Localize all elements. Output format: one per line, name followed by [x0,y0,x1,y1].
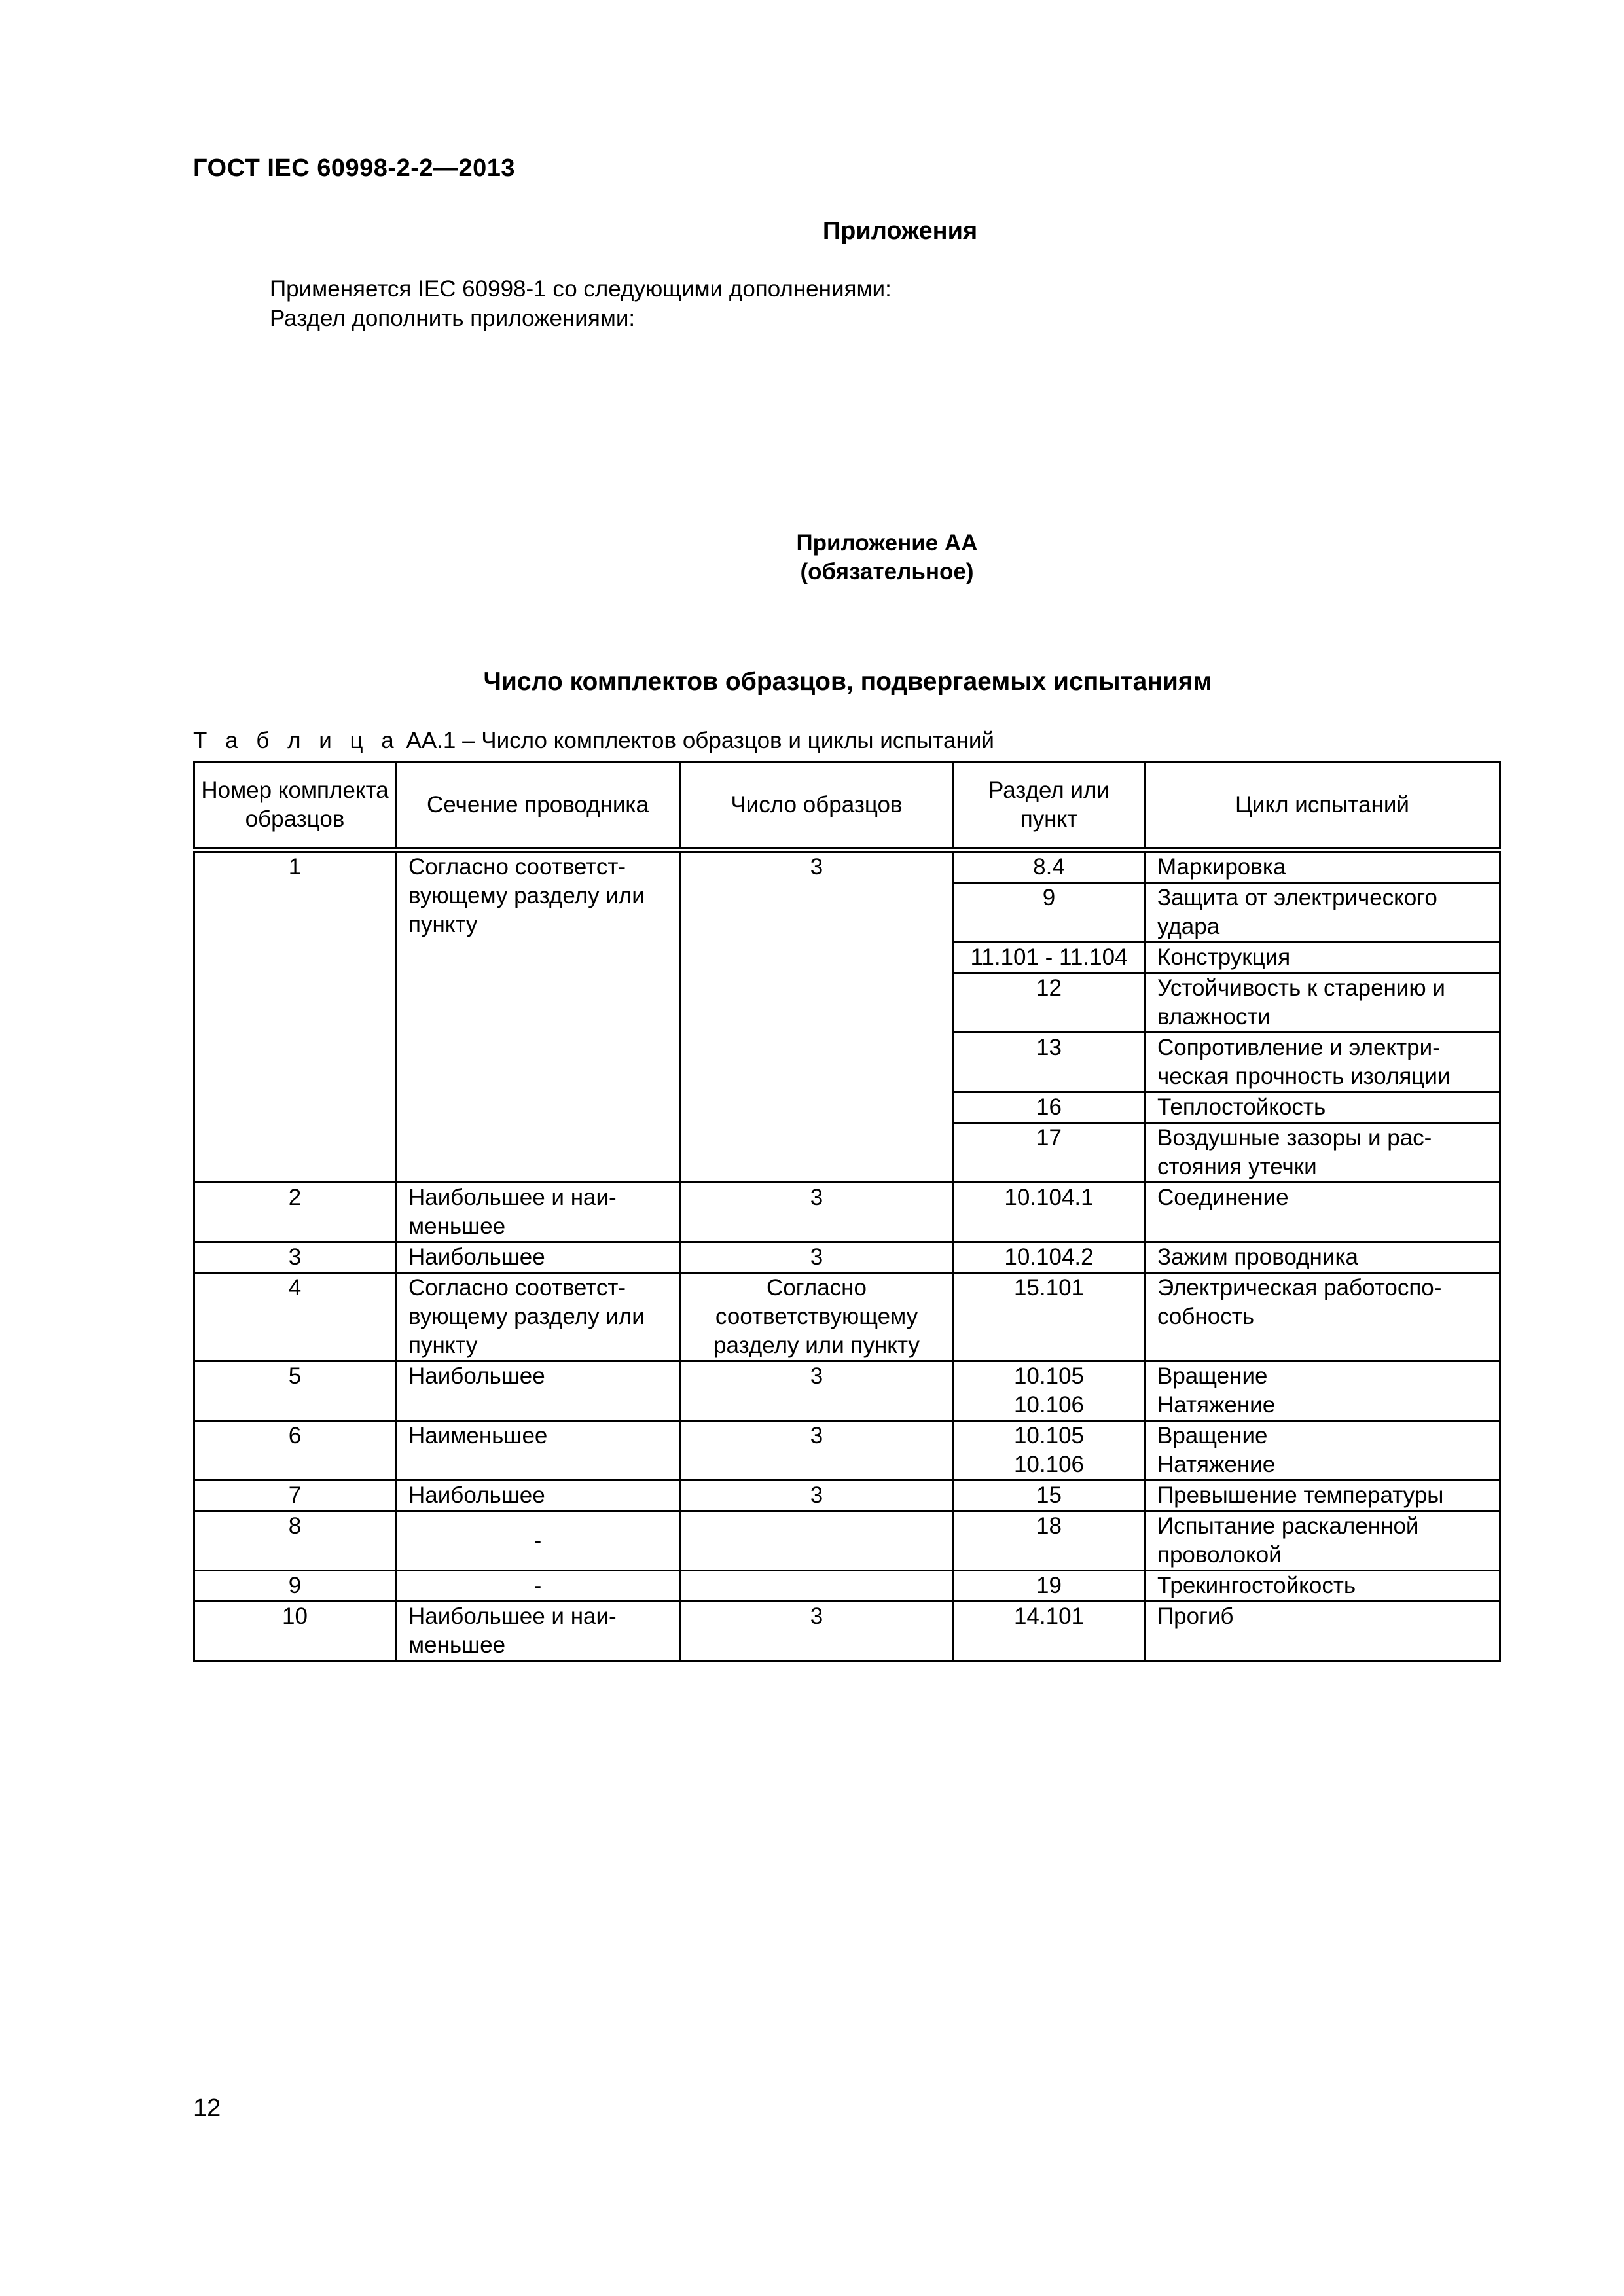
clause-cell: 18 [954,1511,1145,1571]
set-number: 10 [194,1602,396,1661]
clause-line: 10.105 [1013,1363,1085,1389]
annex-heading [753,529,1021,586]
clause-cell [954,1421,1145,1480]
sample-count-cell: 3 [680,1421,954,1480]
sample-count-cell: 3 [680,1602,954,1661]
test-cycle-cell: Воздушные зазоры и рас-стояния утечки [1145,1123,1500,1183]
test-cycle-cell: Теплостойкость [1145,1092,1500,1123]
table-caption [193,728,994,754]
table-caption-text: AA.1 – Число комплектов образцов и циклы испытаний [406,728,994,753]
section-title: Число комплектов образцов, подвергаемых испытаниям [483,668,1212,696]
conductor-cell: Согласно соответст-вующему разделу или пункту [396,850,680,1183]
sample-count-cell: 3 [680,1480,954,1511]
clause-cell: 12 [954,973,1145,1033]
sample-count-cell: 3 [680,1242,954,1273]
table-row [194,1273,1500,1361]
test-cycle-cell: Превышение температуры [1145,1480,1500,1511]
test-cycle-cell [1145,1421,1500,1480]
sample-count-cell: 3 [680,1183,954,1242]
test-line: Вращение [1157,1423,1268,1448]
sample-count-cell: 3 [680,850,954,1183]
table-row [194,1361,1500,1421]
test-cycle-cell: Сопротивление и электри-ческая прочность изоляции [1145,1033,1500,1092]
test-line: Натяжение [1157,1452,1276,1477]
table-row [194,850,1500,883]
test-cycle-cell [1145,1361,1500,1421]
clause-cell: 10.104.1 [954,1183,1145,1242]
table-row [194,1421,1500,1480]
test-cycle-cell: Устойчивость к старению и влажности [1145,973,1500,1033]
clause-cell: 13 [954,1033,1145,1092]
clause-cell: 16 [954,1092,1145,1123]
table-row [194,1511,1500,1571]
table-row [194,1242,1500,1273]
clause-line: 10.105 [1013,1423,1085,1448]
test-cycle-cell: Зажим проводника [1145,1242,1500,1273]
table-row [194,1602,1500,1661]
clause-cell [954,1361,1145,1421]
test-line: Натяжение [1157,1392,1276,1418]
page-number: 12 [193,2094,221,2122]
set-number: 6 [194,1421,396,1480]
conductor-cell: - [396,1571,680,1602]
header-sample-count: Число образцов [680,762,954,850]
table-row [194,1183,1500,1242]
clause-cell: 14.101 [954,1602,1145,1661]
table-caption-prefix: Т а б л и ц а [193,728,400,753]
clause-cell: 17 [954,1123,1145,1183]
test-cycle-cell: Электрическая работоспо-собность [1145,1273,1500,1361]
intro-line-2: Раздел дополнить приложениями: [270,306,636,331]
test-cycle-cell: Конструкция [1145,942,1500,973]
set-number: 1 [194,850,396,1183]
clause-cell: 9 [954,883,1145,942]
clause-cell: 15 [954,1480,1145,1511]
clause-cell: 15.101 [954,1273,1145,1361]
header-test-cycle: Цикл испытаний [1145,762,1500,850]
test-cycle-cell: Трекингостойкость [1145,1571,1500,1602]
set-number: 5 [194,1361,396,1421]
conductor-cell: Наибольшее и наи-меньшее [396,1602,680,1661]
set-number: 3 [194,1242,396,1273]
set-number: 4 [194,1273,396,1361]
clause-line: 10.106 [1013,1392,1085,1418]
header-set-number: Номер комплекта образцов [194,762,396,850]
conductor-cell: - [396,1511,680,1571]
test-cycle-cell: Прогиб [1145,1602,1500,1661]
document-code: ГОСТ IEC 60998-2-2—2013 [193,154,516,182]
conductor-cell: Наибольшее [396,1242,680,1273]
table-header-row [194,762,1500,850]
set-number: 7 [194,1480,396,1511]
sample-count-cell [680,1511,954,1571]
sample-count-cell: Согласно соответствующему разделу или пункту [680,1273,954,1361]
set-number: 8 [194,1511,396,1571]
clause-line: 10.106 [1013,1452,1085,1477]
clause-cell: 11.101 - 11.104 [954,942,1145,973]
appendices-title: Приложения [822,217,978,245]
conductor-cell: Наибольшее и наи-меньшее [396,1183,680,1242]
clause-cell: 10.104.2 [954,1242,1145,1273]
conductor-cell: Наименьшее [396,1421,680,1480]
sample-count-cell: 3 [680,1361,954,1421]
table-row [194,1480,1500,1511]
conductor-cell: Наибольшее [396,1480,680,1511]
annex-status: (обязательное) [800,559,974,584]
samples-table [193,761,1501,1662]
table-row [194,1571,1500,1602]
intro-line-1: Применяется IEC 60998-1 со следующими дополнениями: [270,276,892,302]
conductor-cell: Наибольшее [396,1361,680,1421]
sample-count-cell [680,1571,954,1602]
test-cycle-cell: Соединение [1145,1183,1500,1242]
header-conductor: Сечение проводника [396,762,680,850]
set-number: 2 [194,1183,396,1242]
clause-cell: 19 [954,1571,1145,1602]
header-clause: Раздел или пункт [954,762,1145,850]
test-cycle-cell: Маркировка [1145,850,1500,883]
conductor-cell: Согласно соответст-вующему разделу или пункту [396,1273,680,1361]
test-line: Вращение [1157,1363,1268,1389]
test-cycle-cell: Испытание раскаленной проволокой [1145,1511,1500,1571]
annex-title: Приложение AA [796,530,978,556]
test-cycle-cell: Защита от электрического удара [1145,883,1500,942]
set-number: 9 [194,1571,396,1602]
clause-cell: 8.4 [954,850,1145,883]
